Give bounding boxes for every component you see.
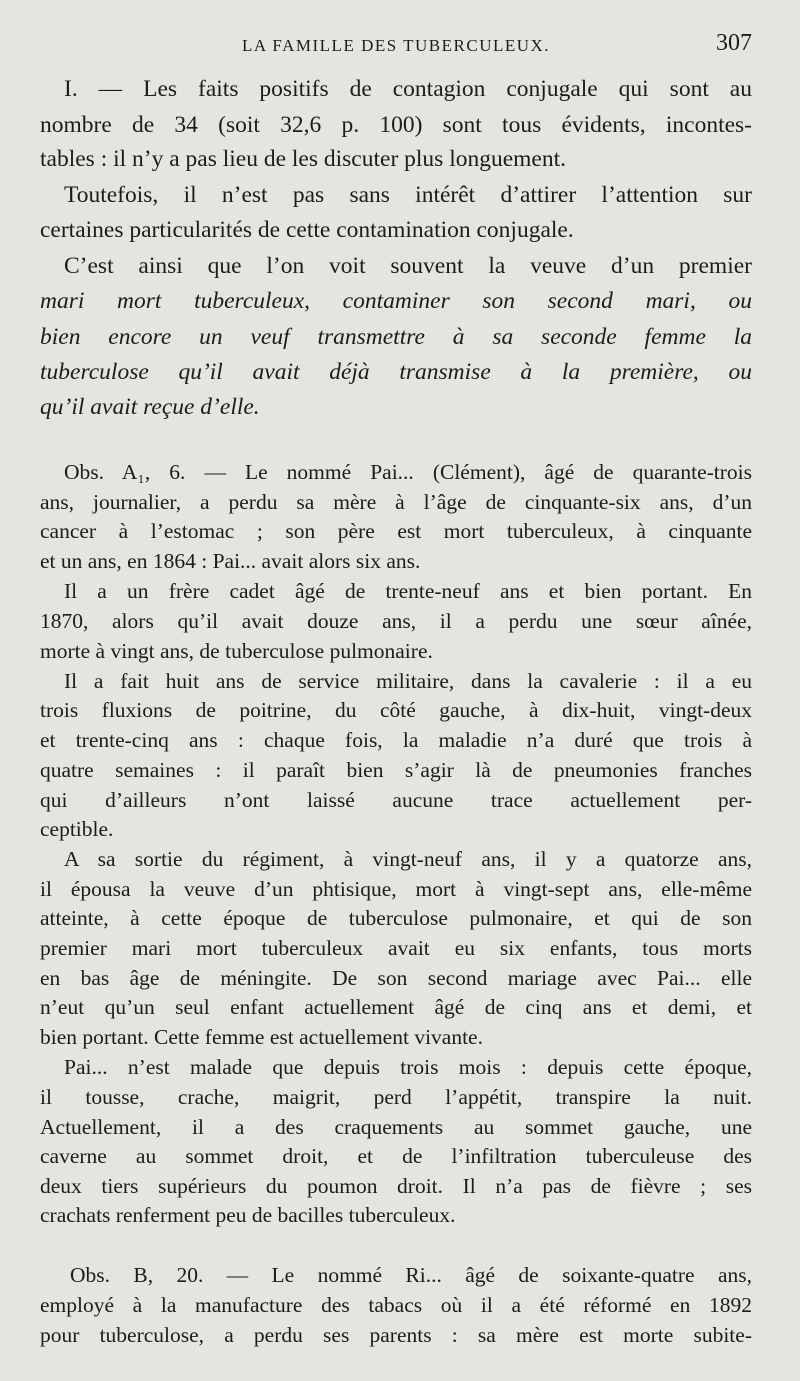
text-line: I. — Les faits positifs de contagion conjugale qui sont au: [64, 76, 752, 102]
text-line: qu’il avait reçue d’elle.: [40, 394, 260, 420]
text-line: morte à vingt ans, de tuberculose pulmonaire.: [40, 639, 433, 663]
text-line: Obs. B, 20. — Le nommé Ri... âgé de soixante-quatre ans,: [70, 1263, 752, 1287]
text-line: cancer à l’estomac ; son père est mort tuberculeux, à cinquante: [40, 519, 752, 543]
text-line: Pai... n’est malade que depuis trois mois : depuis cette époque,: [64, 1055, 752, 1079]
text-line: 1870, alors qu’il avait douze ans, il a perdu une sœur aînée,: [40, 609, 752, 633]
text-line: Obs. A₁, 6. — Le nommé Pai... (Clément), âgé de quarante-trois: [64, 460, 752, 484]
text-line: bien portant. Cette femme est actuellement vivante.: [40, 1025, 483, 1049]
text-line: bien encore un veuf transmettre à sa seconde femme la: [40, 324, 752, 350]
text-line: Actuellement, il a des craquements au sommet gauche, une: [40, 1115, 752, 1139]
text-line: et trente-cinq ans : chaque fois, la maladie n’a duré que trois à: [40, 728, 752, 752]
text-line: Il a un frère cadet âgé de trente-neuf ans et bien portant. En: [64, 579, 752, 603]
text-line: certaines particularités de cette contamination conjugale.: [40, 217, 574, 243]
page-header: [40, 30, 752, 62]
text-line: nombre de 34 (soit 32,6 p. 100) sont tous évidents, incontes-: [40, 112, 752, 138]
text-line: pour tuberculose, a perdu ses parents : sa mère est morte subite-: [40, 1323, 752, 1347]
text-line: atteinte, à cette époque de tuberculose pulmonaire, et qui de son: [40, 906, 752, 930]
text-line: quatre semaines : il paraît bien s’agir là de pneumonies franches: [40, 758, 752, 782]
text-line: Il a fait huit ans de service militaire, dans la cavalerie : il a eu: [64, 669, 752, 693]
text-line: et un ans, en 1864 : Pai... avait alors six ans.: [40, 549, 421, 573]
text-line: employé à la manufacture des tabacs où il a été réformé en 1892: [40, 1293, 752, 1317]
page-number: 307: [716, 30, 752, 56]
text-line: A sa sortie du régiment, à vingt-neuf ans, il y a quatorze ans,: [64, 847, 752, 871]
text-line: premier mari mort tuberculeux avait eu six enfants, tous morts: [40, 936, 752, 960]
text-line: tables : il n’y a pas lieu de les discuter plus longuement.: [40, 146, 567, 172]
text-line: caverne au sommet droit, et de l’infiltration tuberculeuse des: [40, 1144, 752, 1168]
text-line: tuberculose qu’il avait déjà transmise à la première, ou: [40, 359, 752, 385]
text-line: Toutefois, il n’est pas sans intérêt d’attirer l’attention sur: [64, 182, 752, 208]
text-line: trois fluxions de poitrine, du côté gauche, à dix-huit, vingt-deux: [40, 698, 752, 722]
text-line: deux tiers supérieurs du poumon droit. Il n’a pas de fièvre ; ses: [40, 1174, 752, 1198]
text-line: il tousse, crache, maigrit, perd l’appétit, transpire la nuit.: [40, 1085, 752, 1109]
text-line: qui d’ailleurs n’ont laissé aucune trace actuellement per-: [40, 788, 752, 812]
text-line: mari mort tuberculeux, contaminer son second mari, ou: [40, 288, 752, 314]
text-line: crachats renferment peu de bacilles tuberculeux.: [40, 1203, 456, 1227]
text-line: en bas âge de méningite. De son second mariage avec Pai... elle: [40, 966, 752, 990]
running-head: LA FAMILLE DES TUBERCULEUX.: [241, 36, 551, 55]
text-line: ans, journalier, a perdu sa mère à l’âge de cinquante-six ans, d’un: [40, 490, 752, 514]
text-line: n’eut qu’un seul enfant actuellement âgé de cinq ans et demi, et: [40, 995, 752, 1019]
text-line: ceptible.: [40, 817, 114, 841]
text-line: C’est ainsi que l’on voit souvent la veuve d’un premier: [64, 253, 752, 279]
text-line: il épousa la veuve d’un phtisique, mort à vingt-sept ans, elle-même: [40, 877, 752, 901]
